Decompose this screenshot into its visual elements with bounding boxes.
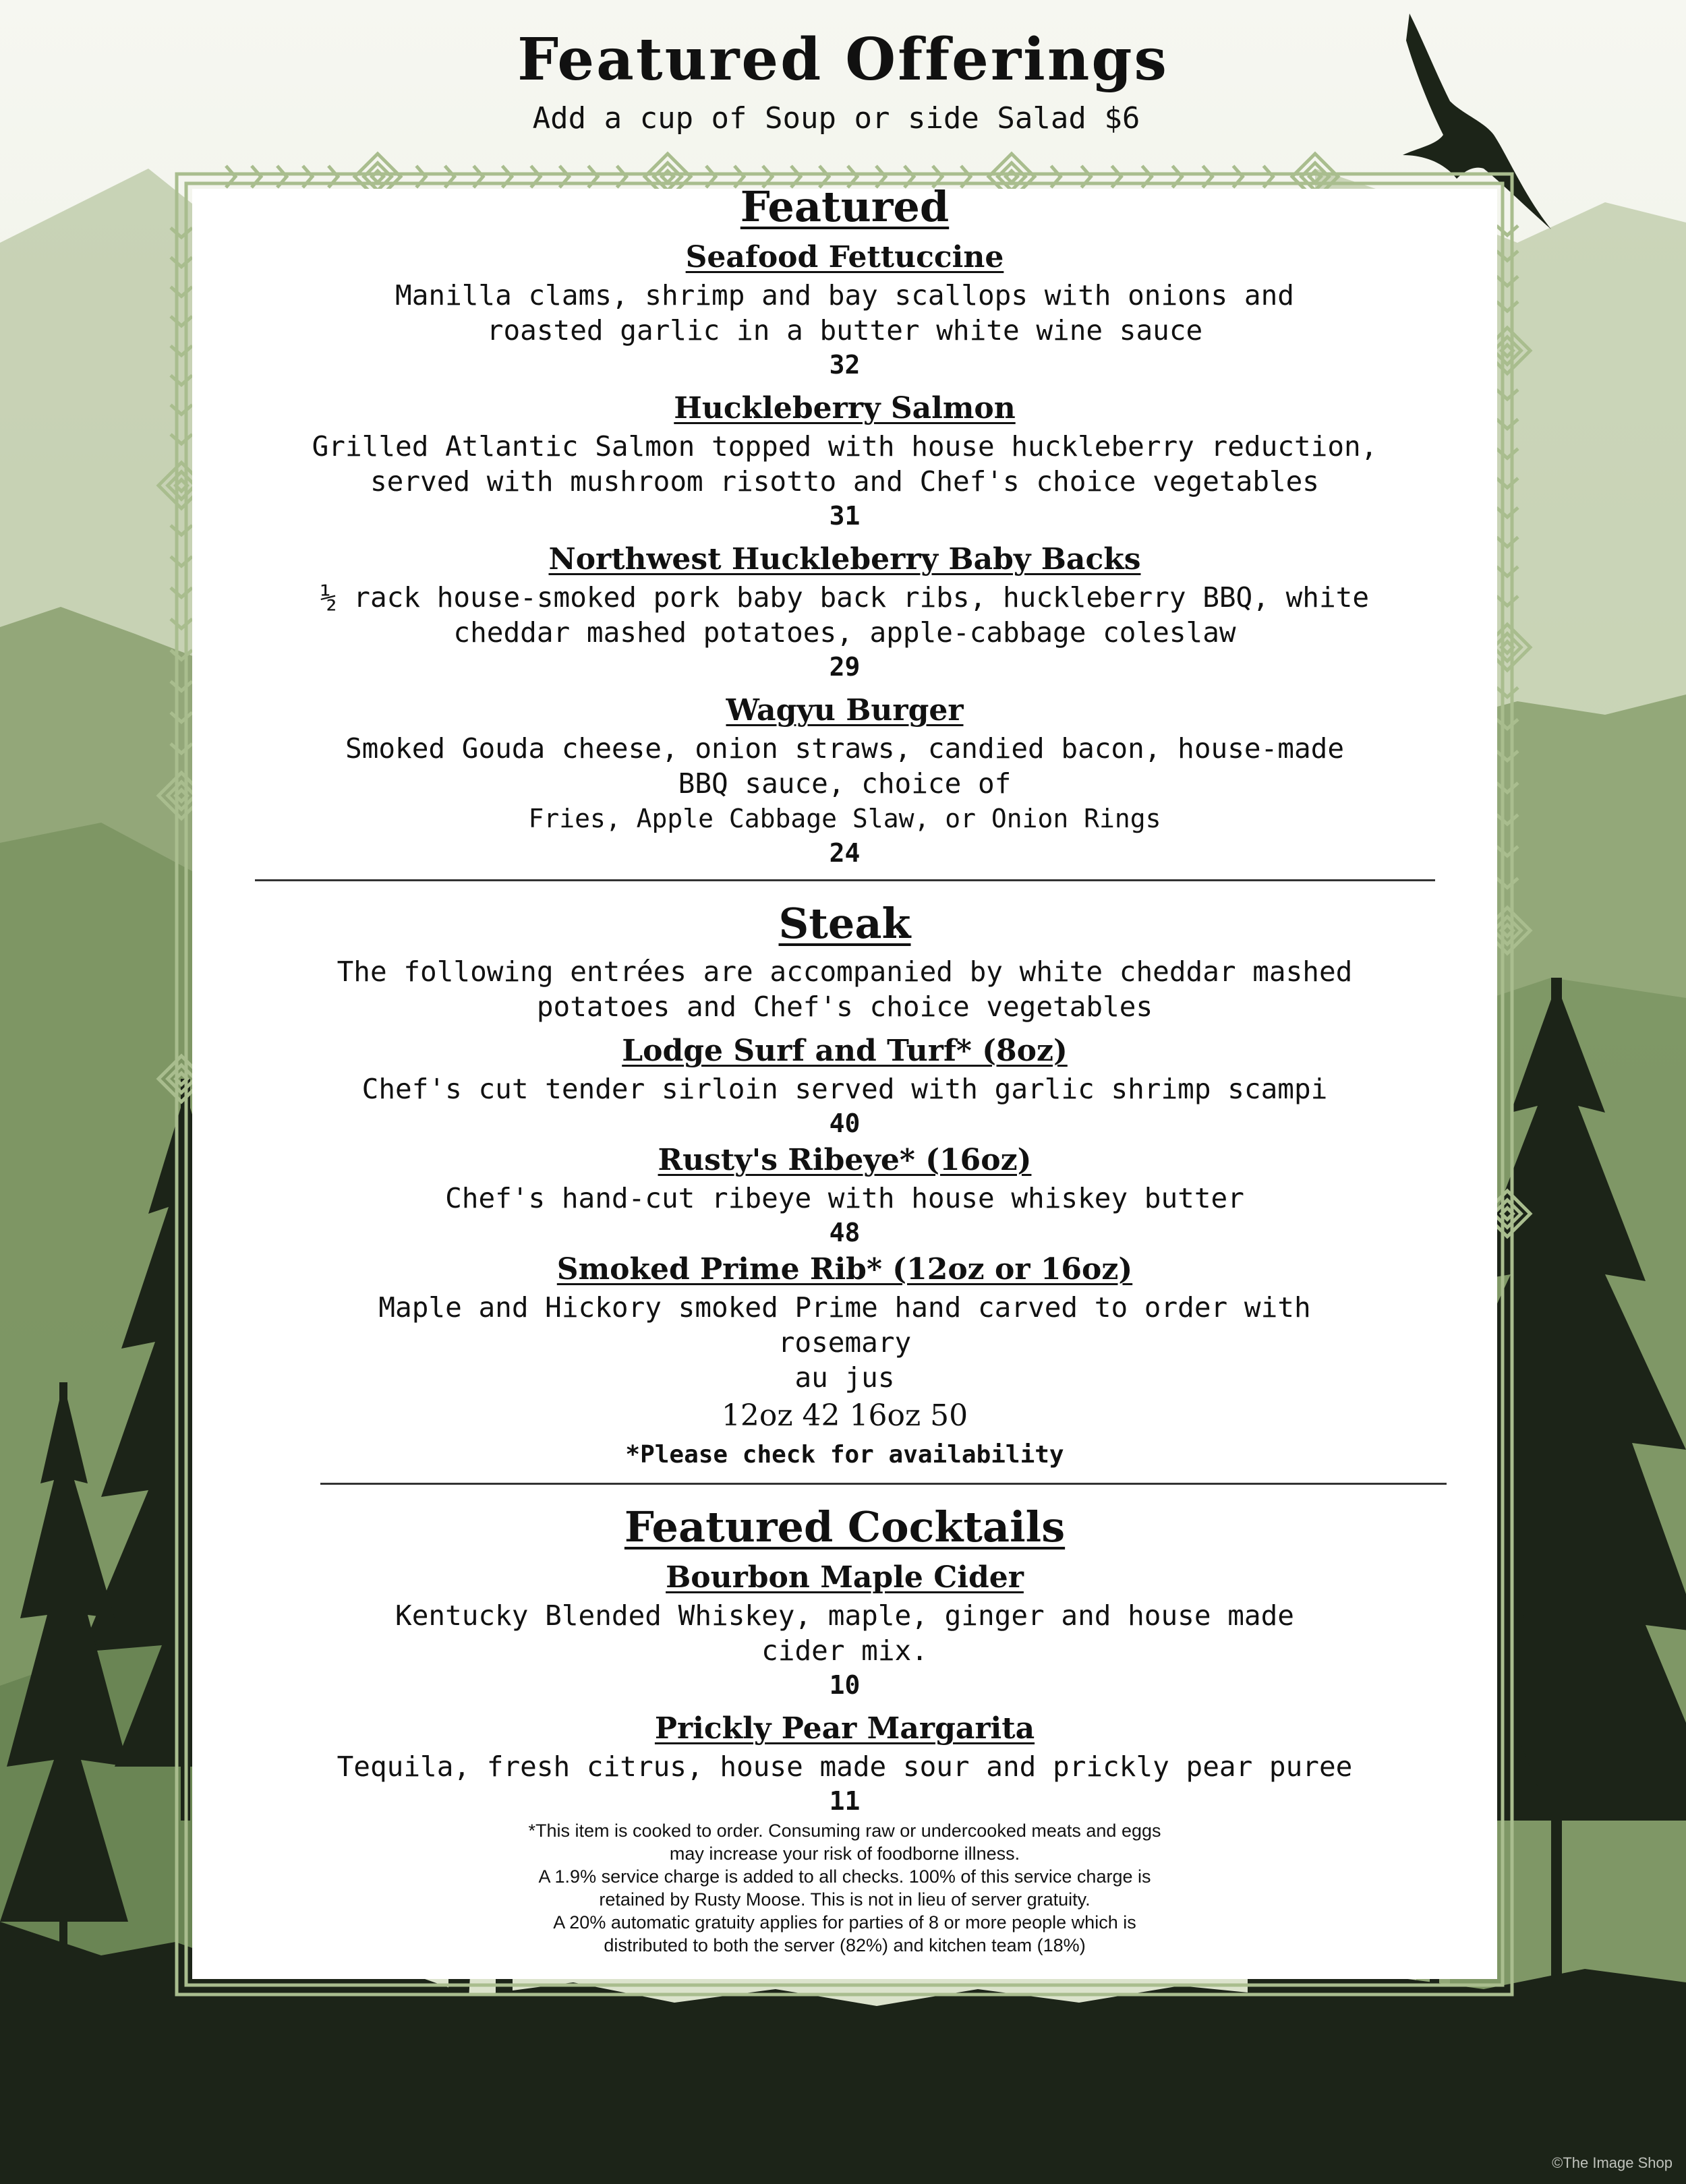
page-subtitle: Add a cup of Soup or side Salad $6	[532, 101, 1140, 136]
item-description: cheddar mashed potatoes, apple-cabbage coleslaw	[453, 616, 1236, 649]
item-description: rosemary	[778, 1326, 912, 1359]
item-name: Huckleberry Salmon	[674, 391, 1016, 425]
menu-item	[192, 237, 1497, 382]
section-title-cocktails: Featured Cocktails	[624, 1502, 1066, 1552]
fine-print-line: may increase your risk of foodborne illness.	[669, 1843, 1020, 1864]
item-name: Smoked Prime Rib* (12oz or 16oz)	[556, 1252, 1133, 1287]
item-description: Chef's cut tender sirloin served with garlic shrimp scampi	[361, 1073, 1328, 1105]
section-title-steak: Steak	[778, 899, 911, 948]
section-title-featured: Featured	[740, 182, 950, 231]
item-description: roasted garlic in a butter white wine sauce	[486, 314, 1203, 347]
section-intro: The following entrées are accompanied by white cheddar mashed	[337, 955, 1353, 988]
item-description: au jus	[794, 1361, 895, 1394]
item-description: BBQ sauce, choice of	[678, 767, 1012, 800]
item-description: Grilled Atlantic Salmon topped with house huckleberry reduction,	[312, 430, 1378, 463]
item-description: Chef's hand-cut ribeye with house whiskey butter	[445, 1182, 1244, 1214]
item-price: 12oz 42 16oz 50	[721, 1398, 968, 1433]
item-name: Rusty's Ribeye* (16oz)	[658, 1143, 1032, 1177]
menu-item	[192, 690, 1497, 870]
item-price: 32	[829, 350, 861, 380]
item-name: Northwest Huckleberry Baby Backs	[548, 542, 1141, 577]
item-name: Prickly Pear Margarita	[654, 1711, 1035, 1746]
item-price: 10	[829, 1670, 861, 1700]
item-price: 40	[829, 1109, 861, 1138]
item-price: 48	[829, 1218, 861, 1247]
item-description: Manilla clams, shrimp and bay scallops with onions and	[395, 279, 1294, 312]
menu-item	[192, 1558, 1497, 1702]
item-description: Kentucky Blended Whiskey, maple, ginger and house made	[395, 1599, 1294, 1632]
menu-item	[192, 388, 1497, 533]
item-description: Smoked Gouda cheese, onion straws, candied bacon, house-made	[345, 732, 1345, 765]
item-name: Lodge Surf and Turf* (8oz)	[622, 1034, 1068, 1068]
fine-print	[192, 1819, 1497, 1957]
item-description: cider mix.	[761, 1634, 928, 1667]
section-divider	[320, 1483, 1447, 1485]
item-name: Wagyu Burger	[726, 693, 964, 728]
fine-print-line: retained by Rusty Moose. This is not in lieu of server gratuity.	[599, 1889, 1091, 1910]
item-price: 29	[829, 652, 861, 682]
item-price: 24	[829, 838, 861, 868]
availability-note: *Please check for availability	[625, 1441, 1064, 1469]
item-description: ½ rack house-smoked pork baby back ribs, huckleberry BBQ, white	[320, 581, 1370, 614]
menu-content	[192, 177, 1497, 1957]
menu-item	[192, 1031, 1497, 1140]
fine-print-line: *This item is cooked to order. Consuming raw or undercooked meats and eggs	[528, 1821, 1161, 1841]
section-divider	[255, 879, 1435, 881]
item-description: Tequila, fresh citrus, house made sour and prickly pear puree	[337, 1750, 1353, 1783]
menu-item	[192, 1140, 1497, 1249]
section-intro: potatoes and Chef's choice vegetables	[536, 991, 1153, 1023]
item-description: Maple and Hickory smoked Prime hand carved to order with	[378, 1291, 1311, 1324]
item-price: 31	[829, 501, 861, 531]
item-name: Seafood Fettuccine	[685, 240, 1004, 274]
item-description: Fries, Apple Cabbage Slaw, or Onion Rings	[528, 804, 1161, 833]
item-name: Bourbon Maple Cider	[666, 1560, 1024, 1595]
fine-print-line: distributed to both the server (82%) and kitchen team (18%)	[604, 1935, 1086, 1955]
page-title: Featured Offerings	[517, 26, 1169, 94]
item-price: 11	[829, 1786, 861, 1816]
fine-print-line: A 20% automatic gratuity applies for parties of 8 or more people which is	[553, 1912, 1136, 1932]
menu-item	[192, 539, 1497, 684]
watermark: ©The Image Shop	[1552, 2154, 1673, 2171]
item-description: served with mushroom risotto and Chef's choice vegetables	[370, 465, 1319, 498]
menu-item	[192, 1709, 1497, 1818]
fine-print-line: A 1.9% service charge is added to all checks. 100% of this service charge is	[538, 1866, 1151, 1887]
menu-item	[192, 1249, 1497, 1437]
